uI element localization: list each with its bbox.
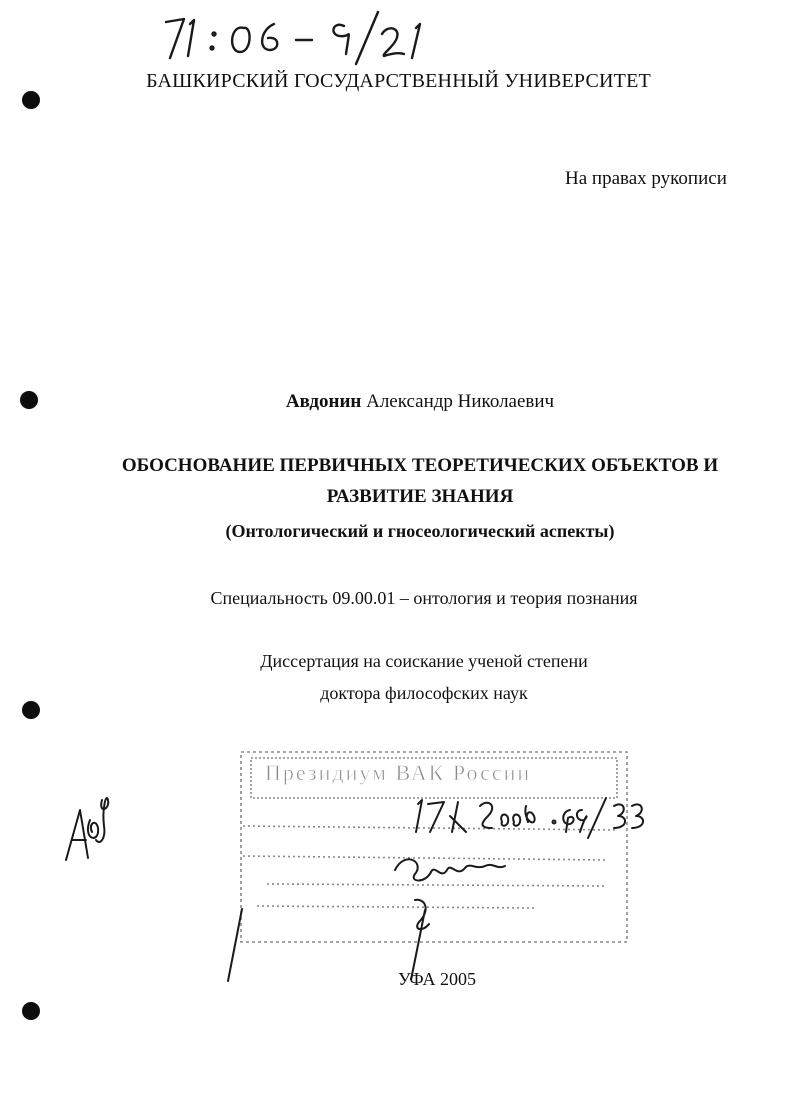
degree-line-1: Диссертация на соискание ученой степени: [260, 651, 588, 671]
dissertation-subtitle: (Онтологический и гносеологический аспекты): [225, 521, 615, 541]
author-given-names: Александр Николаевич: [366, 391, 555, 412]
stamp-signature: [385, 840, 525, 980]
binder-hole-top: [22, 91, 40, 109]
margin-handwritten-mark: [60, 780, 120, 875]
left-margin-stroke: [220, 905, 250, 985]
stamp-title: Президиум ВАК России: [265, 760, 532, 785]
author-surname: Авдонин: [285, 391, 362, 412]
stamp-handwritten-date: [410, 792, 650, 840]
university-name: БАШКИРСКИЙ ГОСУДАРСТВЕННЫЙ УНИВЕРСИТЕТ: [146, 70, 651, 92]
specialty-line: Специальность 09.00.01 – онтология и теория познания: [210, 588, 638, 608]
degree-line-2: доктора философских наук: [320, 683, 528, 703]
dissertation-title-line-2: РАЗВИТИЕ ЗНАНИЯ: [326, 486, 514, 507]
binder-hole-bottom: [22, 1002, 40, 1020]
dissertation-title-line-1: ОБОСНОВАНИЕ ПЕРВИЧНЫХ ТЕОРЕТИЧЕСКИХ ОБЪЕКТОВ И: [121, 455, 719, 476]
manuscript-note: На правах рукописи: [565, 168, 727, 189]
handwritten-catalog-number: [160, 6, 430, 66]
author-name: [0, 391, 797, 413]
city-and-year: УФА 2005: [398, 969, 476, 989]
